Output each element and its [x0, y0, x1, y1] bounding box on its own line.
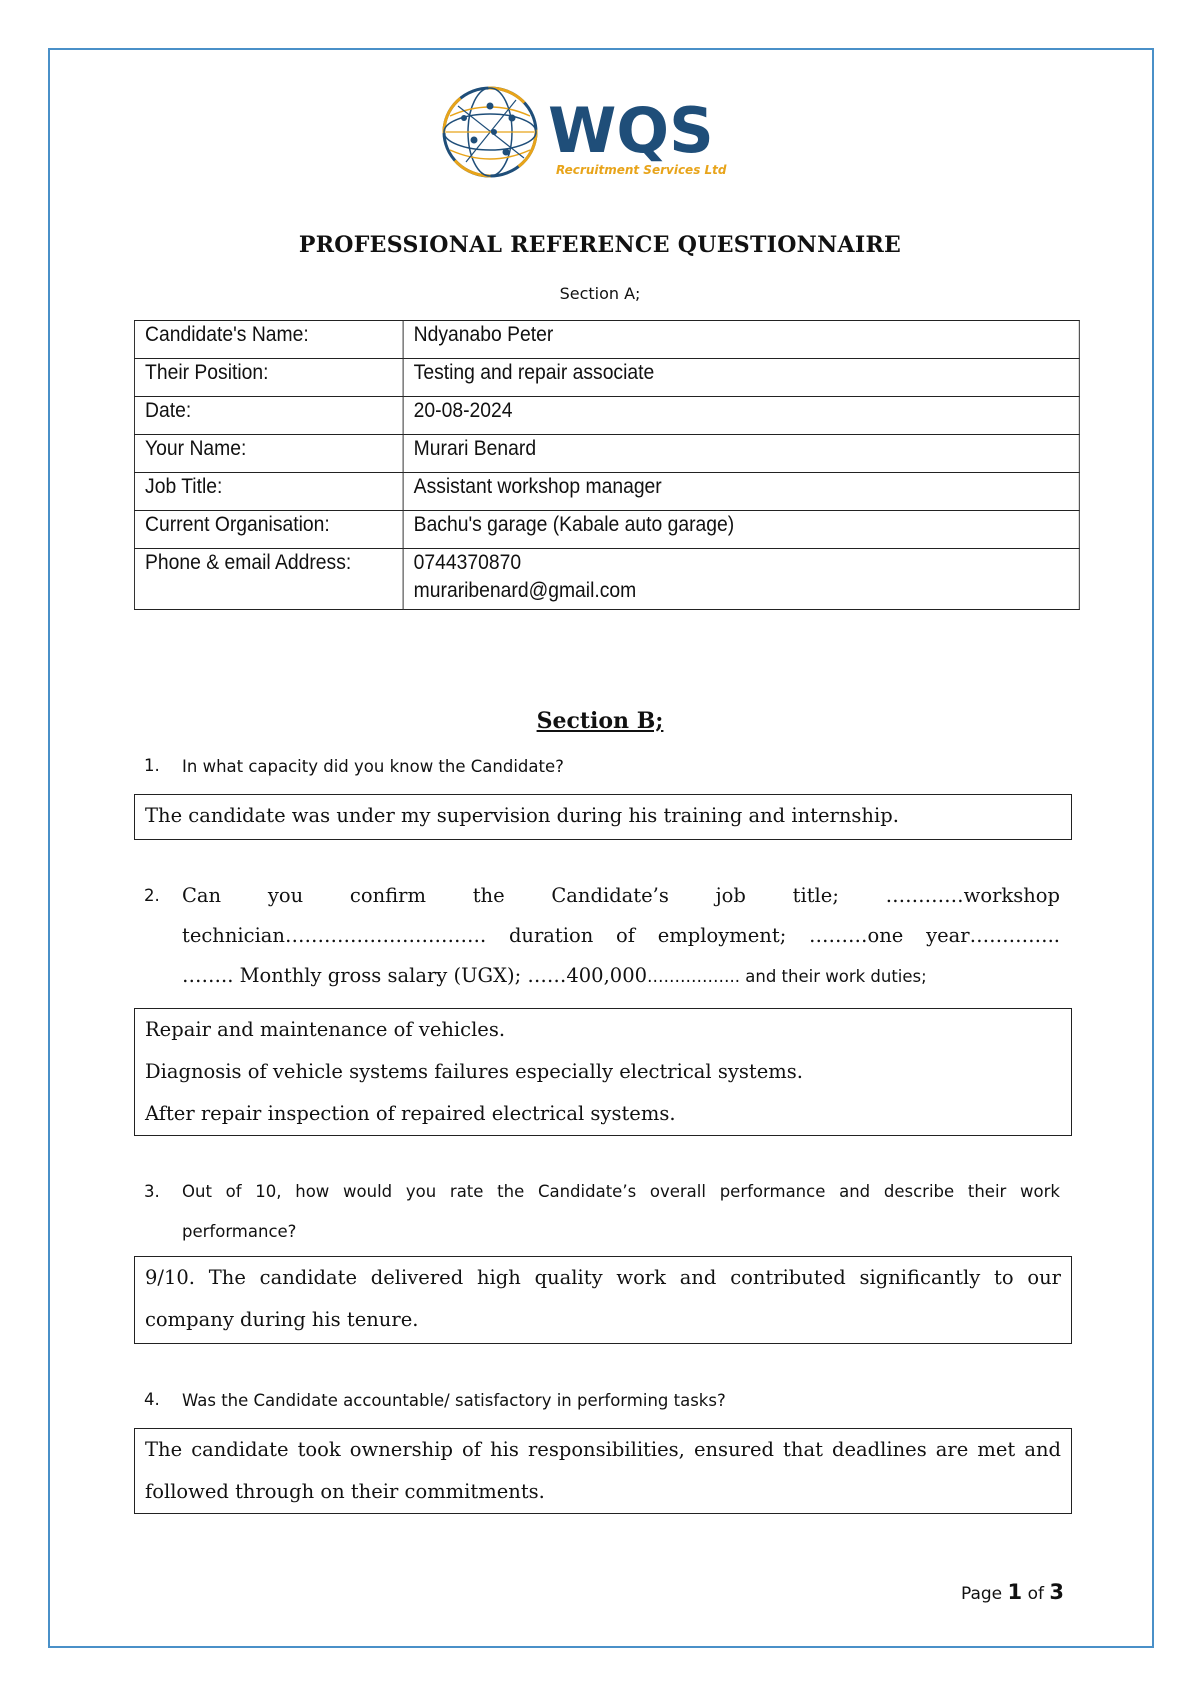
- email-value: muraribenard@gmail.com: [413, 579, 637, 602]
- row-label: Date:: [134, 397, 403, 435]
- row-value: 20-08-2024: [403, 397, 1079, 435]
- question-2: [144, 876, 1060, 997]
- question-text: Out of 10, how would you rate the Candidate’s overall performance and describe their work performance?: [182, 1182, 1060, 1241]
- answer-box-4: [134, 1428, 1072, 1514]
- row-label: Their Position:: [134, 359, 403, 397]
- question-3: [144, 1172, 1060, 1252]
- page-of: of: [1027, 1584, 1044, 1604]
- logo-tagline: Recruitment Services Ltd: [556, 163, 727, 177]
- row-value: Ndyanabo Peter: [403, 321, 1079, 359]
- table-row: [134, 435, 1079, 473]
- answer-text: The candidate took ownership of his responsibilities, ensured that deadlines are met and: [145, 1438, 1061, 1461]
- table-row: [134, 473, 1079, 511]
- question-line: [182, 956, 1060, 997]
- question-text: In what capacity did you know the Candidate?: [182, 757, 564, 776]
- question-number: 2.: [144, 886, 160, 905]
- salary-line: …….. Monthly gross salary (UGX); ……400,000: [182, 964, 648, 987]
- row-value: [403, 549, 1079, 610]
- row-value: Testing and repair associate: [403, 359, 1079, 397]
- answer-box-2: [134, 1008, 1072, 1136]
- row-value: Murari Benard: [403, 435, 1079, 473]
- row-label: Your Name:: [134, 435, 403, 473]
- page-number: [961, 1580, 1064, 1604]
- logo-brand: WQS: [548, 94, 714, 167]
- question-line: technician…………………………. duration of employment; ………one year…………..: [182, 924, 1060, 947]
- table-row: [134, 321, 1079, 359]
- duty-item: Repair and maintenance of vehicles.: [145, 1018, 506, 1041]
- answer-box-3: [134, 1256, 1072, 1344]
- question-text: [182, 876, 1060, 997]
- company-logo: [436, 78, 766, 188]
- question-number: 1.: [144, 756, 160, 775]
- table-row: [134, 359, 1079, 397]
- duties-label: …………….. and their work duties;: [647, 967, 927, 986]
- question-text: Was the Candidate accountable/ satisfactory in performing tasks?: [182, 1391, 726, 1410]
- phone-value: 0744370870: [413, 551, 522, 574]
- duty-item: After repair inspection of repaired electrical systems.: [145, 1102, 676, 1125]
- section-a-heading: Section A;: [559, 284, 641, 303]
- current-page: 1: [1007, 1580, 1023, 1604]
- candidate-info-table: [134, 320, 1080, 610]
- page-prefix: Page: [960, 1584, 1003, 1604]
- row-label: Candidate's Name:: [134, 321, 403, 359]
- table-row: [134, 549, 1079, 610]
- total-pages: 3: [1049, 1580, 1064, 1604]
- row-value: Bachu's garage (Kabale auto garage): [403, 511, 1079, 549]
- row-value: Assistant workshop manager: [403, 473, 1079, 511]
- document-title: PROFESSIONAL REFERENCE QUESTIONNAIRE: [298, 232, 902, 258]
- question-number: 4.: [144, 1390, 160, 1409]
- row-label: Job Title:: [134, 473, 403, 511]
- row-label: Current Organisation:: [134, 511, 403, 549]
- section-b-heading: Section B;: [536, 708, 664, 734]
- answer-text: followed through on their commitments.: [145, 1480, 545, 1503]
- row-label: Phone & email Address:: [134, 549, 403, 610]
- question-4: [144, 1390, 1060, 1412]
- table-row: [134, 397, 1079, 435]
- question-1: [144, 756, 1060, 778]
- globe-icon: [444, 88, 536, 176]
- answer-text: 9/10. The candidate delivered high quality work and contributed significantly to our company during his tenure.: [145, 1266, 1061, 1331]
- answer-box-1: [134, 794, 1072, 840]
- table-row: [134, 511, 1079, 549]
- answer-text: The candidate was under my supervision during his training and internship.: [145, 804, 899, 827]
- question-line: Can you confirm the Candidate’s job title; …………workshop: [182, 884, 1060, 907]
- question-number: 3.: [144, 1182, 160, 1201]
- duty-item: Diagnosis of vehicle systems failures especially electrical systems.: [145, 1060, 803, 1083]
